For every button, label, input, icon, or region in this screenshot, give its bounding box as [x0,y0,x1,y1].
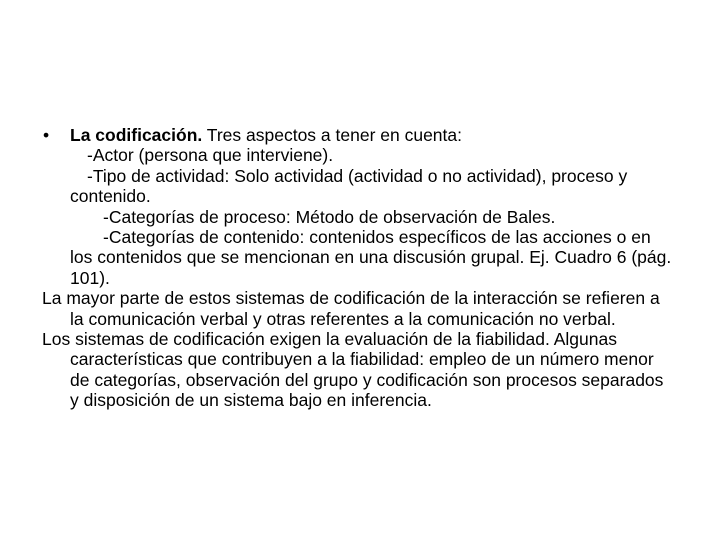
line-actor: -Actor (persona que interviene). [87,145,334,166]
bullet-heading: La codificación. [70,125,203,145]
bullet-icon: • [43,125,50,145]
paragraph-fiabilidad: Los sistemas de codificación exigen la evaluación de la fiabilidad. Algunas características que contribuyen a la fiabilidad: empleo de un número menor de categorías, observación del grupo y codificación son procesos separados y disposición de un sistema bajo en inferencia. [42,329,664,411]
bullet-intro: Tres aspectos a tener en cuenta: [202,125,462,145]
line-categorias-contenido: -Categorías de contenido: contenidos específicos de las acciones o en los contenidos que se mencionan en una discusión grupal. Ej. Cuadro 6 (pág. 101). [70,227,672,288]
paragraph-mayor-parte: La mayor parte de estos sistemas de codificación de la interacción se refieren a la comunicación verbal y otras referentes a la comunicación no verbal. [42,288,660,329]
slide-text-body [42,125,672,411]
line-tipo-actividad: -Tipo de actividad: Solo actividad (actividad o no actividad), proceso y contenido. [70,165,628,207]
bullet-paragraph [42,125,672,166]
line-categorias-proceso: -Categorías de proceso: Método de observación de Bales. [103,206,556,227]
